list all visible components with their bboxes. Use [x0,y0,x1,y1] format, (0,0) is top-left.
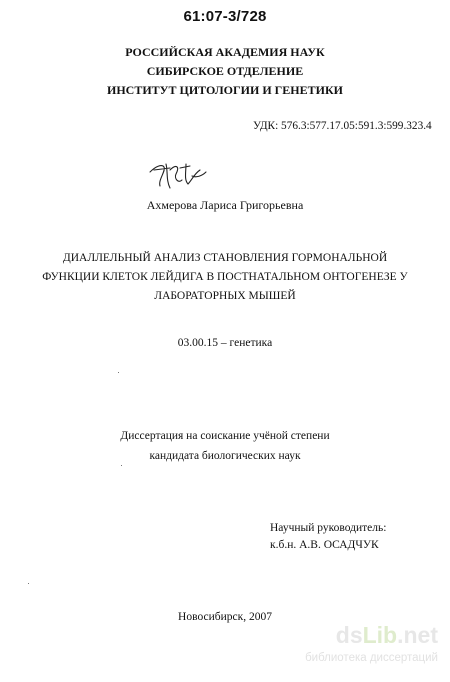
supervisor-label: Научный руководитель: [270,522,387,534]
dissertation-type-line-2: кандидата биологических наук [149,450,301,462]
supervisor-name: к.б.н. А.В. ОСАДЧУК [270,539,379,551]
udk-code: УДК: 576.3:577.17.05:591.3:599.323.4 [253,120,432,132]
archive-stamp: 61:07-3/728 [183,8,267,25]
title-line-1: ДИАЛЛЕЛЬНЫЙ АНАЛИЗ СТАНОВЛЕНИЯ ГОРМОНАЛЬНОЙ [62,252,388,264]
scan-speck [28,583,29,584]
title-line-3: ЛАБОРАТОРНЫХ МЫШЕЙ [154,290,296,302]
organization-line-3: ИНСТИТУТ ЦИТОЛОГИИ И ГЕНЕТИКИ [107,83,343,97]
supervisor-block [270,520,386,554]
title-line-2: ФУНКЦИИ КЛЕТОК ЛЕЙДИГА В ПОСТНАТАЛЬНОМ ОНТОГЕНЕЗЕ У [42,271,408,283]
author-name: Ахмерова Лариса Григорьевна [146,198,304,212]
handwritten-signature-icon [146,158,208,192]
organization-line-2: СИБИРСКОЕ ОТДЕЛЕНИЕ [146,64,304,78]
watermark [305,622,450,678]
scan-speck [118,372,119,373]
specialty-code: 03.00.15 – генетика [177,337,273,349]
city-year: Новосибирск, 2007 [178,611,272,623]
dissertation-title [40,249,410,306]
scan-speck [121,465,122,466]
organization-line-1: РОССИЙСКАЯ АКАДЕМИЯ НАУК [125,45,325,59]
watermark-subtitle: библиотека диссертаций [305,652,438,664]
watermark-logo: dsLib.net [335,622,438,648]
dissertation-type-line-1: Диссертация на соискание учёной степени [120,430,330,442]
